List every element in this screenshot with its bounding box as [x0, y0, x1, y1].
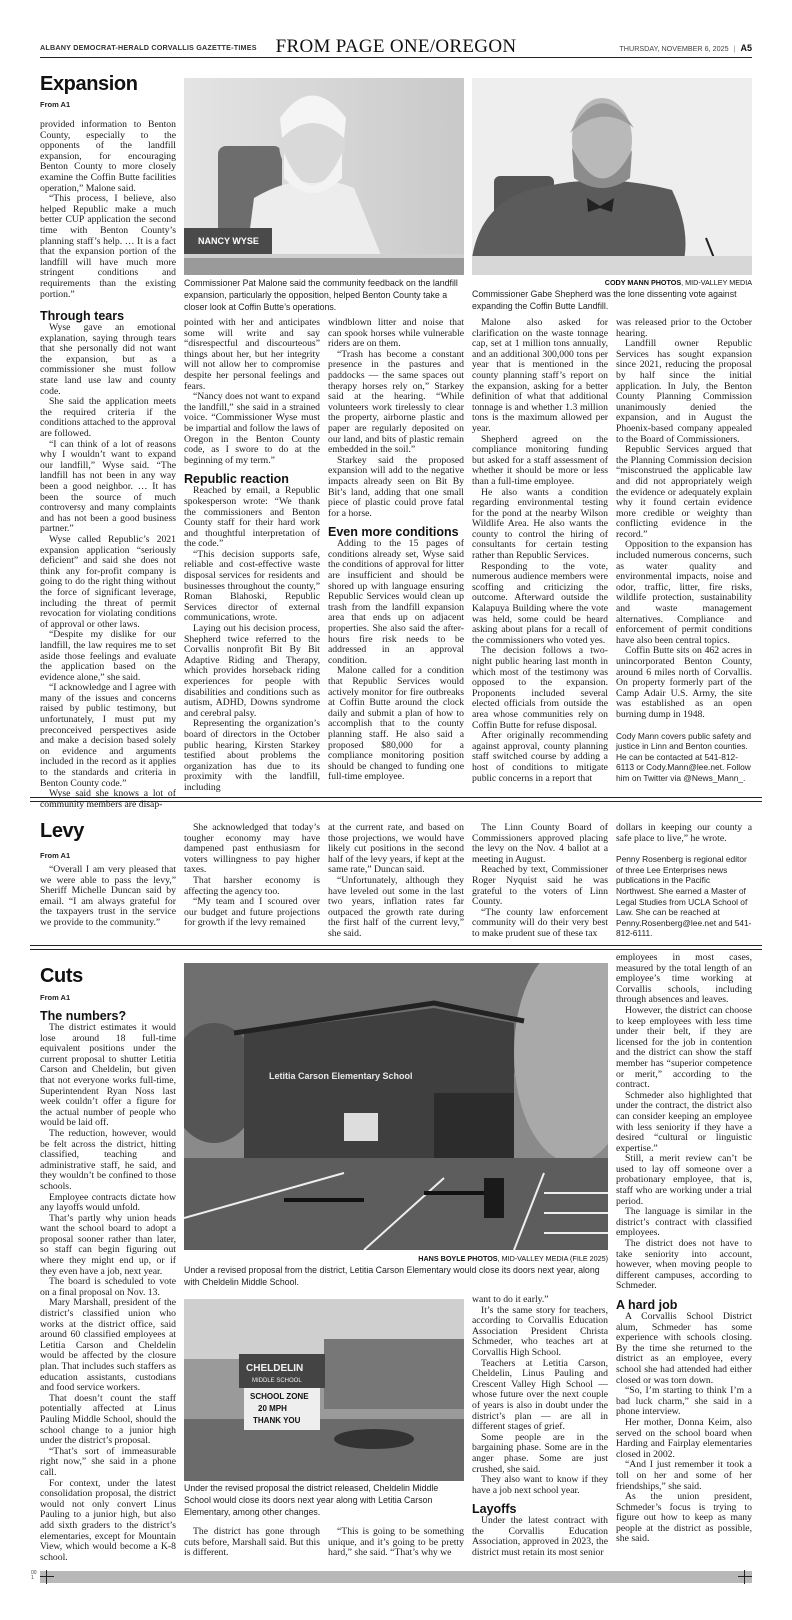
paragraph: Schmeder also highlighted that under the contract, the district also can consider keeping an employee with less seniority if they have a desired “cultural or linguistic expertise.”	[616, 1089, 752, 1154]
subhead: The numbers?	[40, 1009, 127, 1023]
photo-credit-org: , MID-VALLEY MEDIA	[681, 278, 752, 287]
article-column	[40, 1009, 176, 1563]
newspaper-names: ALBANY DEMOCRAT-HERALD CORVALLIS GAZETTE-TIMES	[40, 43, 257, 52]
paragraph: Landfill owner Republic Services has sought expansion since 2021, reducing the proposal by half since the initial application. In July, the Benton County Planning Commission unanimously denied the expansion, and in August the Phoenix-based company appealed to the Board of Commissioners.	[616, 338, 752, 445]
paragraph-continued: was released prior to the October hearing.	[616, 317, 752, 339]
paragraph: Shepherd agreed on the compliance monitoring funding but asked for a staff assessment of whether it should be more or less than a full-time employee.	[472, 433, 608, 487]
paragraph: After originally recommending against approval, county planning staff switched course by adding a host of conditions to mitigate public concerns in a report that	[472, 730, 608, 784]
paragraph: Wyse said she knows a lot of community members are disap-	[40, 788, 176, 810]
photo-credit-name: CODY MANN PHOTOS	[604, 278, 682, 287]
crop-mark-icon	[40, 1570, 54, 1584]
subhead: Republic reaction	[184, 472, 289, 487]
photo-caption: Commissioner Gabe Shepherd was the lone dissenting vote against expanding the Coffin Butte Landfill.	[472, 289, 737, 311]
paragraph: “I can think of a lot of reasons why I wouldn’t want to expand our landfill,” Wyse said. “The landfill has not been in any way been a good neighbor. … It has been the source of much controversy and many complaints and has not been a good business partner.”	[40, 438, 176, 535]
paragraph: He also wants a condition regarding environmental testing for the pond at the nearby Wilson Wildlife Area. He also wants the county to control the hiring of consultants for certain testing rather than Republic Services.	[472, 486, 608, 562]
paragraph: Mary Marshall, president of the district’s classified union who works at the district office, said around 60 classified employees at Letitia Carson and Cheldelin would be affected by the closure plan. That includes such staffers as education assistants, custodians and food service workers.	[40, 1297, 176, 1394]
paragraph: Malone also asked for clarification on the waste tonnage cap, set at 1 million tons annually, and an additional 300,000 tons per year that is mentioned in the county planning staff’s report on the expansion, asking for a better definition of what that additional tonnage is and whether 1.3 million tons is the maximum allowed per year.	[472, 317, 608, 434]
paragraph: That’s partly why union heads want the school board to adopt a proposal sooner rather than later, so staff can begin figuring out where they might end up, or if they even have a job, next year.	[40, 1212, 176, 1277]
subhead: Even more conditions	[328, 525, 459, 540]
paragraph: Republic Services argued that the Planning Commission decision “misconstrued the applicable law and did not appropriately weigh the evidence or adequately explain why it found certain evidence more credible or weighty than conflicting evidence in the record.”	[616, 444, 752, 540]
paragraph: Malone called for a condition that Republic Services would actively monitor for fire outbreaks at Coffin Butte around the clock daily and submit a plan of how to accomplish that to the county planning staff. He also said a proposed $80,000 for a compliance monitoring position should be changed to funding one full-time employee.	[328, 665, 464, 783]
paragraph: “Nancy does not want to expand the landfill,” she said in a strained voice. “Commissioner Wyse must be impartial and follow the laws of Oregon in the Benton County code, as I swore to do at the beginning of my term.”	[184, 391, 320, 466]
paragraph: However, the district can choose to keep employees with less time under their belt, if they are licensed for the job in contention and the district can show the staff member has “superior competence or merit,” according to the contract.	[616, 1004, 752, 1091]
paragraph: “That’s sort of immeasurable right now,” she said in a phone call.	[40, 1445, 176, 1478]
paragraph: “The county law enforcement community will do their very best to make prudent sue of these tax	[472, 906, 608, 939]
sign-school-type: MIDDLE SCHOOL	[252, 1378, 302, 1384]
masthead-rule	[40, 57, 752, 58]
subhead: A hard job	[616, 1298, 678, 1312]
photo-caption: Under the revised proposal the district released, Cheldelin Middle School would close its doors next year along with Letitia Carson Elementary, among other changes.	[184, 1483, 439, 1517]
paragraph: Employee contracts dictate how any layoffs would unfold.	[40, 1191, 176, 1214]
school-sign-text: Letitia Carson Elementary School	[269, 1071, 413, 1081]
section-title: FROM PAGE ONE/OREGON	[275, 36, 517, 57]
paragraph: Reached by email, a Republic spokesperson wrote: “We thank the commissioners and Benton County staff for their hard work and thoughtful interpretation of the code.”	[184, 485, 320, 550]
plate-code-top: 00	[31, 1570, 37, 1576]
paragraph-continued: employees in most cases, measured by the total length of an employee’s time working at Corvallis schools, including through absences and leaves.	[616, 952, 752, 1006]
paragraph-continued: windblown litter and noise that can spook horses while vulnerable riders are on them.	[328, 317, 464, 350]
photo-cheldelin-sign	[184, 1299, 464, 1481]
article-column	[616, 318, 752, 784]
paragraph-continued: at the current rate, and based on those projections, we would have likely cut positions in the second half of the levy years, if kept at the same rate,” Duncan said.	[328, 822, 464, 876]
article-column	[40, 120, 176, 810]
paragraph: That doesn’t count the staff potentially affected at Linus Pauling Middle School, should the school change to a junior high under the district’s proposal.	[40, 1392, 176, 1447]
paragraph: She said the application meets the required criteria if the conditions attached to the approval are followed.	[40, 396, 176, 440]
paragraph: The language is similar in the district’s contract with classified employees.	[616, 1206, 752, 1239]
crop-mark-icon	[738, 1570, 752, 1584]
paragraph: The board is scheduled to vote on a final proposal on Nov. 13.	[40, 1276, 176, 1298]
subhead: Through tears	[40, 309, 125, 324]
headline: Cuts	[40, 965, 83, 987]
photo-caption: Commissioner Pat Malone said the community feedback on the landfill expansion, particularly the opposition, helped Benton County take a closer look at Coffin Butte’s operations.	[184, 278, 458, 312]
paragraph: They also want to know if they have a job next school year.	[472, 1474, 608, 1496]
paragraph: “So, I’m starting to think I’m a bad luck charm,” she said in a phone interview.	[616, 1385, 752, 1418]
paragraph: Responding to the vote, numerous audience members were scoffing and criticizing the outcome. Afterward outside the Kalapuya Building where the vote was held, some could be heard asking about plans for a recall of the commissioners who voted yes.	[472, 560, 608, 646]
paragraph: That harsher economy is affecting the agency too.	[184, 874, 320, 897]
plate-code-bottom: 1	[31, 1575, 34, 1581]
paragraph: Adding to the 15 pages of conditions already set, Wyse said the conditions of approval for litter are insufficient and should be shored up with language ensuring Republic Services would clean up trash from the landfill expansion area that ends up on adjacent properties. She also said the after-hours fire risk needs to be addressed in an approval condition.	[328, 538, 464, 666]
paragraph: The Linn County Board of Commissioners approved placing the levy on the Nov. 4 ballot at a meeting in August.	[472, 822, 608, 865]
paragraph: Coffin Butte sits on 462 acres in unincorporated Benton County, around 6 miles north of Corvallis. On property formerly part of the Camp Adair U.S. Army, the site was established as an open burning dump in 1948.	[616, 645, 752, 720]
article-column	[472, 1295, 608, 1559]
date-and-page	[619, 43, 752, 53]
sign-line: SCHOOL ZONE	[250, 1392, 309, 1401]
article-column	[616, 953, 752, 1545]
paragraph: “Despite my dislike for our landfill, the law requires me to set aside those feelings and evaluate the application based on the evidence alone,” she said.	[40, 629, 176, 683]
section-divider	[30, 945, 762, 950]
column-opening	[40, 120, 176, 300]
paragraph: “This is going to be something unique, and it’s going to be pretty hard,” she said. “That’s why we	[328, 1526, 464, 1559]
paragraph: It’s the same story for teachers, according to Corvallis Education Association President Christa Schmeder, who teaches art at Corvallis High School.	[472, 1304, 608, 1358]
paragraph: “Unfortunately, although they have leveled out some in the last two years, inflation rates far outpaced the growth rate during the first half of the current levy,” she said.	[328, 874, 464, 939]
jump-line: From A1	[40, 993, 71, 1002]
article-column	[40, 865, 176, 929]
photo-credit	[184, 1254, 608, 1263]
sign-line: 20 MPH	[258, 1404, 287, 1413]
page-footer-bar	[40, 1571, 752, 1583]
paragraph: Starkey said the proposed expansion will add to the negative impacts already seen on Bit By Bit’s land, adding that one small piece of plastic could prove fatal for a horse.	[328, 454, 464, 519]
paragraph: The district does not have to take seniority into account, however, when moving people to different campuses, according to Schmeder.	[616, 1238, 752, 1292]
paragraph: Representing the organization’s board of directors in the October public hearing, Kirsten Starkey testified about problems the organization has due to its proximity with the landfill, including	[184, 718, 320, 793]
paragraph: The district has gone through cuts before, Marshall said. But this is different.	[184, 1526, 320, 1559]
photo-caption: Under a revised proposal from the district, Letitia Carson Elementary would close its doors next year, along with Cheldelin Middle School.	[184, 1265, 600, 1287]
article-column	[328, 318, 464, 783]
article-column	[472, 318, 608, 784]
paragraph: Reached by text, Commissioner Roger Nyquist said he was grateful to the voters of Linn County.	[472, 864, 608, 908]
photo-credit	[472, 278, 752, 287]
paragraph: Some people are in the bargaining phase. Some are in the anger phase. Some are just crushed, she said.	[472, 1431, 608, 1475]
photo-credit-org: , MID-VALLEY MEDIA (FILE 2025)	[497, 1254, 608, 1263]
photo-credit-name: HANS BOYLE PHOTOS	[418, 1254, 498, 1263]
paragraph: “I acknowledge and I agree with many of the issues and concerns raised by public testimony, but unfortunately, I must put my preconceived perspectives aside and make a decision based solely on evidence and arguments included in the record as it applies to the standards and criteria in Benton County code.”	[40, 682, 176, 789]
paragraph: As the union president, Schmeder’s focus is trying to figure out how to keep as many people at the district as possible, she said.	[616, 1491, 752, 1545]
paragraph-continued: dollars in keeping our county a safe place to live,” he wrote.	[616, 822, 752, 844]
paragraph: She acknowledged that today’s tougher economy may have dampened past enthusiasm for voters willingness to pay higher taxes.	[184, 822, 320, 876]
separator: |	[733, 44, 736, 53]
article-column	[328, 1527, 464, 1559]
paragraph: Teachers at Letitia Carson, Cheldelin, Linus Pauling and Crescent Valley High School — whose future over the next couple of years is also in doubt under the district’s plan — are all in different stages of grief.	[472, 1357, 608, 1433]
jump-line: From A1	[40, 100, 71, 109]
nameplate-text: NANCY WYSE	[198, 236, 259, 246]
paragraph: For context, under the latest consolidation proposal, the district would not only convert Linus Pauling to a junior high, but also add sixth graders to the district’s elementaries, except for Mountain View, which would become a K-8 school.	[40, 1477, 176, 1563]
photo-pat-malone	[184, 78, 464, 275]
section-divider	[30, 797, 762, 802]
sign-line: THANK YOU	[253, 1416, 301, 1425]
paragraph-continued: want to do it early.”	[472, 1294, 549, 1305]
photo-gabe-shepherd	[472, 78, 752, 275]
paragraph: “Overall I am very pleased that we were able to pass the levy,” Sheriff Michelle Duncan said by email. “I am always grateful for the taxpayers trust in the service we provide to the community.”	[40, 864, 176, 928]
author-bio: Penny Rosenberg is regional editor of three Lee Enterprises news publications in the Pacific Northwest. She earned a Master of Legal Studies from UCLA School of Law. She can be reached at Penny.Rosenberg@lee.net and 541-812-6111.	[616, 854, 752, 939]
paragraph: “And I just remember it took a toll on her and some of her friendships,” she said.	[616, 1459, 752, 1492]
paragraph-continued: pointed with her and anticipates some will write and say “disrespectful and discourteous” things about her, but her integrity will not allow her to compromise despite her personal feelings and fears.	[184, 317, 320, 392]
column-continued	[40, 309, 176, 810]
headline: Expansion	[40, 73, 138, 95]
article-column	[328, 823, 464, 940]
article-column	[472, 823, 608, 940]
paragraph: A Corvallis School District alum, Schmeder has some experience with schools closing. By the time she returned to the district as an employee, every school she had attended had either closed or was torn down.	[616, 1311, 752, 1386]
subhead: Layoffs	[472, 1502, 517, 1517]
paragraph: The decision follows a two-night public hearing last month in which most of the testimony was opposed to the expansion. Proponents included several elected officials from outside the area whose communities rely on Coffin Butte for refuse disposal.	[472, 645, 608, 731]
paragraph-continued: provided information to Benton County, especially to the opponents of the landfill expansion, for encouraging Benton County to more closely examine the Coffin Butte facilities operation,” Malone said.	[40, 119, 176, 194]
plate-code	[31, 1571, 37, 1581]
paragraph: Her mother, Donna Keim, also served on the school board when Harding and Fairplay elementaries closed in 2002.	[616, 1416, 752, 1460]
jump-line: From A1	[40, 851, 71, 860]
issue-date: THURSDAY, NOVEMBER 6, 2025	[619, 44, 729, 53]
paragraph: Still, a merit review can’t be used to lay off someone over a probationary employee, that is, staff who are working under a trial period.	[616, 1153, 752, 1207]
author-bio: Cody Mann covers public safety and justice in Linn and Benton counties. He can be contacted at 541-812-6113 or Cody.Mann@lee.net. Follow him on Twitter via @News_Mann_.	[616, 730, 752, 783]
article-column	[184, 823, 320, 929]
article-column	[184, 1527, 320, 1559]
page-number: A5	[740, 43, 752, 53]
paragraph: “My team and I scoured over our budget and future projections for growth if the levy remained	[184, 896, 320, 929]
paragraph: “Trash has become a constant presence in the pastures and paddocks — the same spaces out therapy horses rely on,” Starkey said at the hearing. “While volunteers work tirelessly to clear the property, airborne plastic and paper are regularly deposited on our land, and bits of plastic remain embedded in the soil.”	[328, 348, 464, 456]
paragraph: Under the latest contract with the Corvallis Education Association, approved in 2023, the district must retain its most senior	[472, 1515, 608, 1559]
paragraph: The district estimates it would lose around 18 full-time equivalent positions under the current proposal to shutter Letitia Carson and Cheldelin, but given that not everyone works full-time, Superintendent Ryan Noss last week couldn’t offer a figure for the actual number of people who would be laid off.	[40, 1022, 176, 1129]
paragraph: Wyse gave an emotional explanation, saying through tears that she personally did not want the expansion, but as a commissioner she must follow state land use law and county code.	[40, 322, 176, 397]
paragraph: Laying out his decision process, Shepherd twice referred to the Corvallis nonprofit Bit By Bit Adaptive Riding and Therapy, which provides horseback riding experiences for people with disabilities and conditions such as autism, ADHD, Downs syndrome and cerebral palsy.	[184, 623, 320, 719]
article-column	[184, 318, 320, 794]
headline: Levy	[40, 820, 84, 842]
photo-letitia-carson-elementary	[184, 963, 608, 1250]
sign-school-name: CHELDELIN	[246, 1363, 304, 1374]
paragraph: Opposition to the expansion has included numerous concerns, such as water quality and environmental impacts, noise and odor, traffic, litter, fire risks, wildlife protection, sustainability and waste management alternatives. Compliance and enforcement of permit conditions have also been central topics.	[616, 539, 752, 646]
paragraph: The reduction, however, would be felt across the district, hitting classified, teaching and administrative staff, he said, and they wouldn’t be confined to those schools.	[40, 1127, 176, 1192]
paragraph: “This process, I believe, also helped Republic make a much better CUP application the second time with Benton County’s planning staff’s help. … It is a fact that the expansion portion of the landfill will have much more stringent conditions and requirements than the existing portion.”	[40, 193, 176, 300]
paragraph: Wyse called Republic’s 2021 expansion application “seriously deficient” and said she does not think any for-profit company is going to do the right thing without the force of significant leverage, including the threat of permit revocation for violating conditions of approval or other laws.	[40, 533, 176, 630]
paragraph: “This decision supports safe, reliable and cost-effective waste disposal services for residents and businesses throughout the county,” Roman Blahoski, Republic Services director of external communications, wrote.	[184, 548, 320, 624]
article-column	[616, 823, 752, 939]
